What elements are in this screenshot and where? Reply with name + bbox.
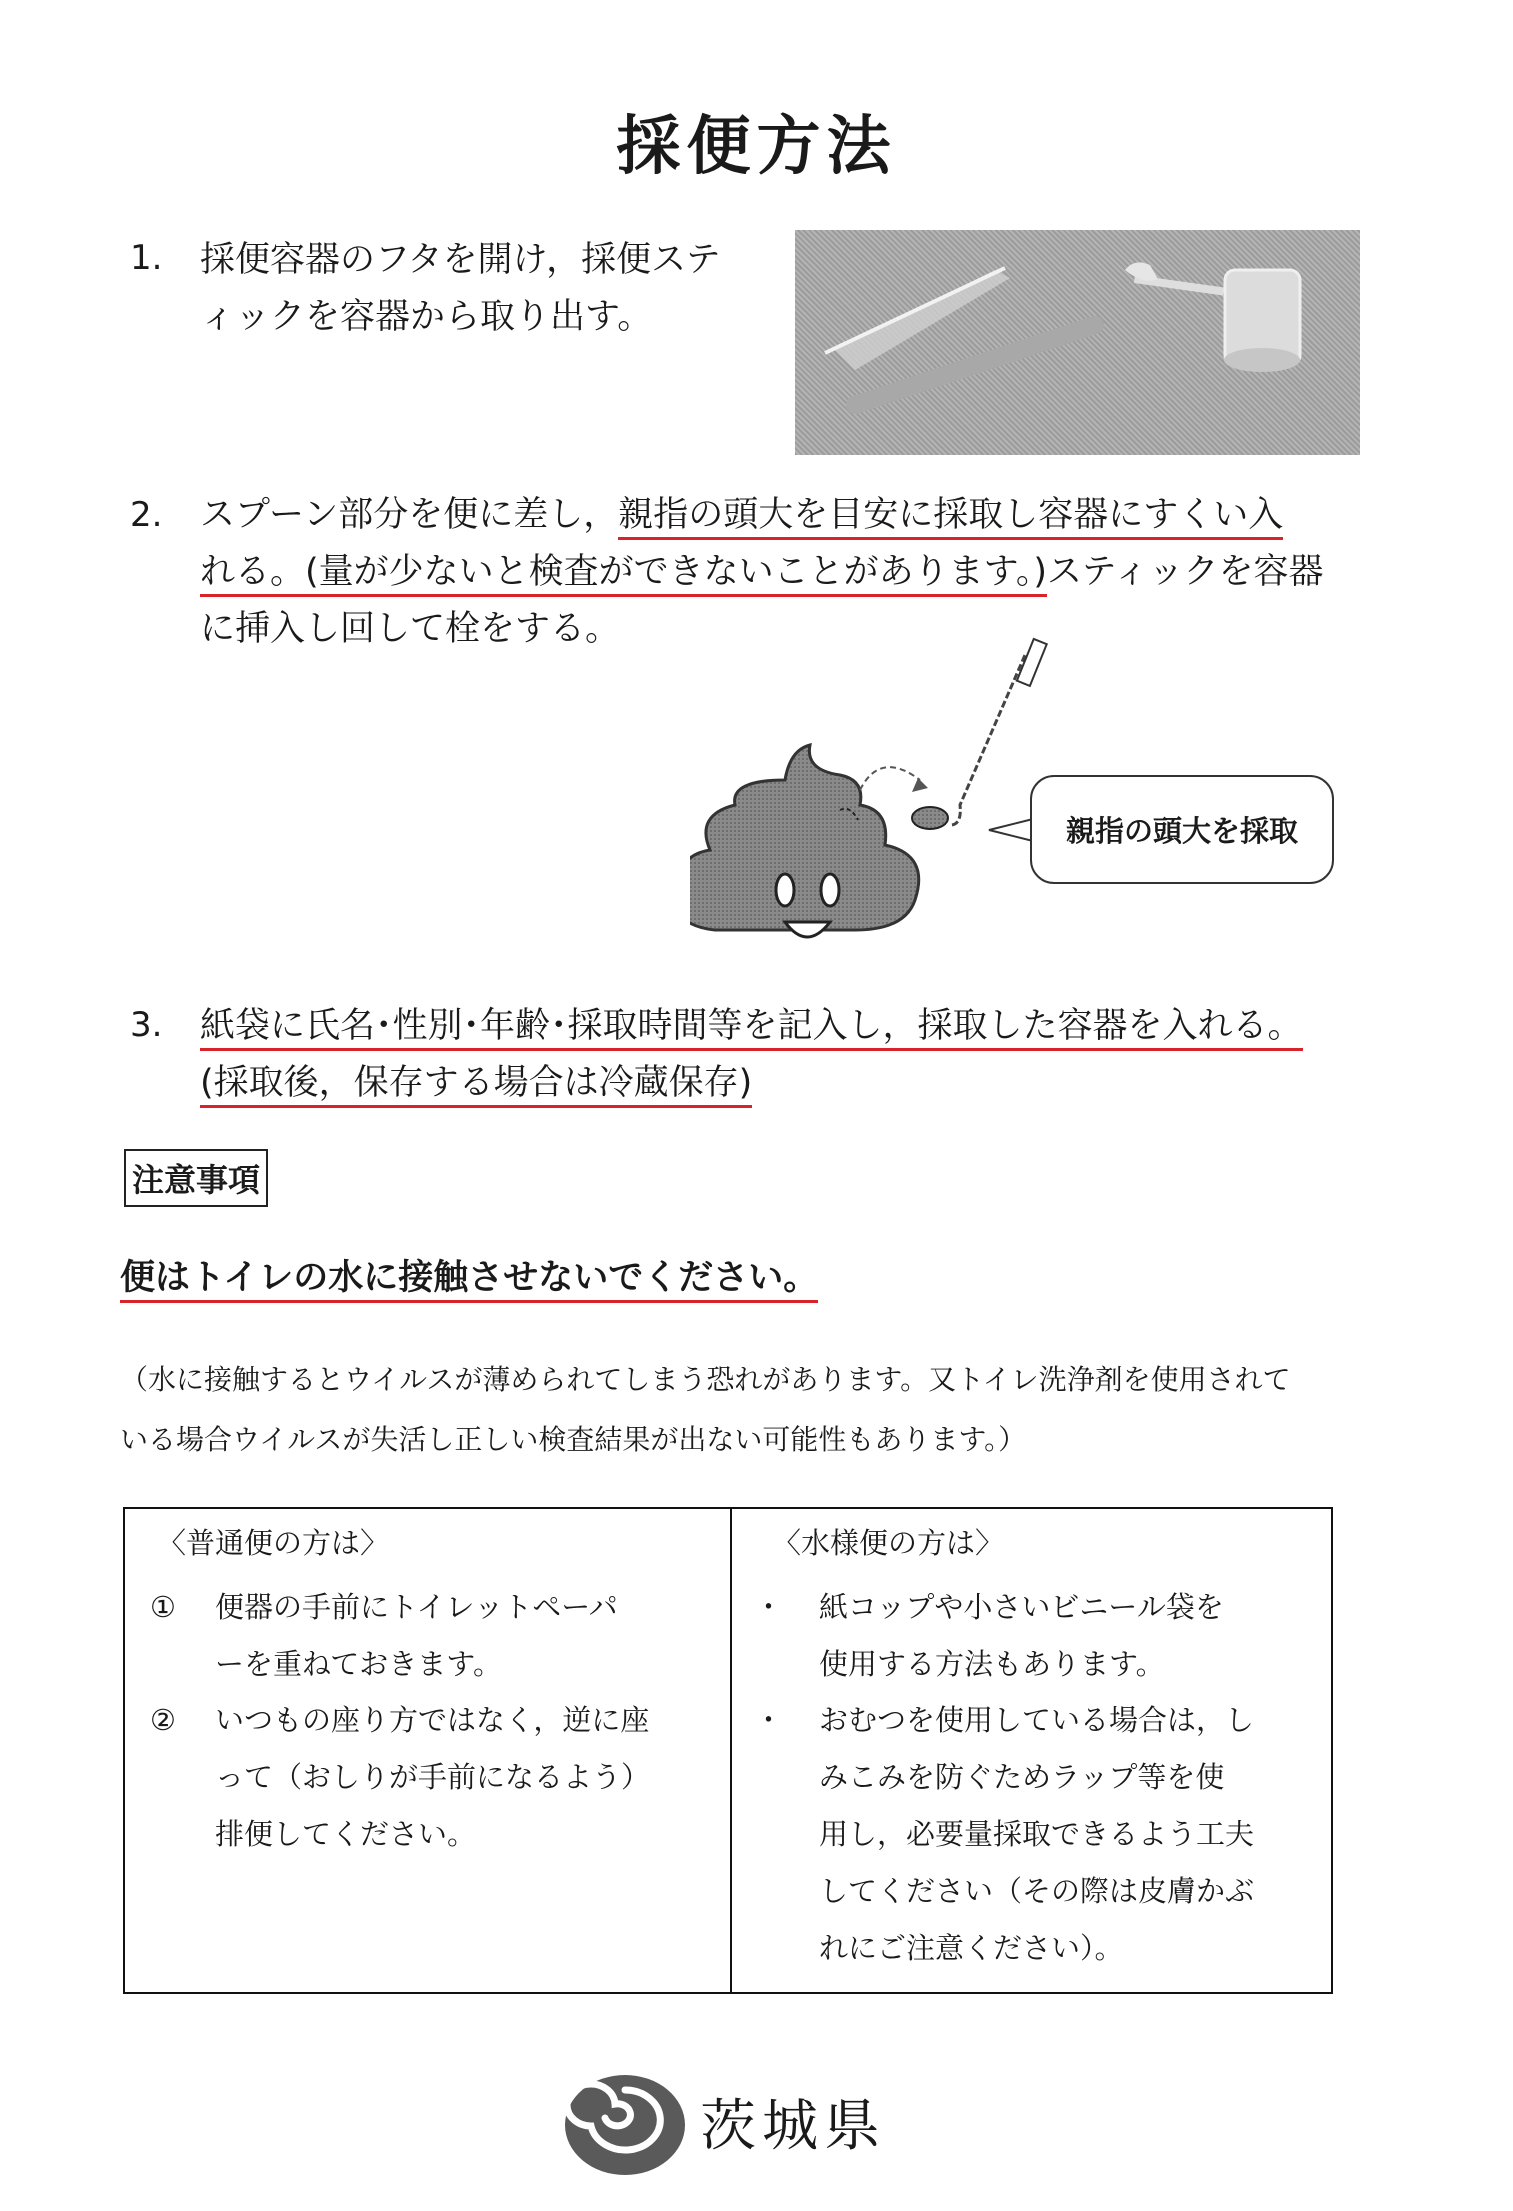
list-item-line: いつもの座り方ではなく，逆に座 xyxy=(215,1703,650,1737)
step-2-line-2-underlined: れる。(量が少ないと検査ができないことがあります。) xyxy=(200,552,1047,597)
list-item-line: おむつを使用している場合は，し xyxy=(819,1703,1255,1737)
step-3-number: 3. xyxy=(130,1005,163,1045)
sampling-stick xyxy=(952,655,1025,825)
collection-kit-photo xyxy=(795,230,1360,455)
step-3-line-1: 紙袋に氏名･性別･年齢･採取時間等を記入し，採取した容器を入れる。 xyxy=(200,1006,1303,1051)
stool-illustration xyxy=(690,630,1050,980)
step-3-line-2: (採取後，保存する場合は冷蔵保存) xyxy=(200,1063,752,1108)
step-2-number: 2. xyxy=(130,495,163,535)
step-2-line-1-plain: スプーン部分を便に差し， xyxy=(200,495,619,535)
step-2-line-3: に挿入し回して栓をする。 xyxy=(200,609,621,649)
list-item-line: れにご注意ください）。 xyxy=(819,1931,1124,1965)
notice-sub-line-1: （水に接触するとウイルスが薄められてしまう恐れがあります。又トイレ洗浄剤を使用されて xyxy=(120,1363,1291,1396)
organization-name: 茨城県 xyxy=(700,2094,886,2159)
step-2-line-2-plain: スティックを容器 xyxy=(1047,552,1324,592)
stick-tip xyxy=(1017,639,1047,686)
stool-character-icon xyxy=(690,745,919,937)
instruction-table xyxy=(123,1507,1333,1994)
step-1-line-1: 採便容器のフタを開け，採便ステ xyxy=(200,240,721,280)
list-item-line: 紙コップや小さいビニール袋を xyxy=(819,1590,1224,1624)
bubble-pointer xyxy=(985,815,1035,845)
step-1-number: 1. xyxy=(130,238,163,278)
step-3-text xyxy=(200,998,1303,1112)
notice-sub xyxy=(120,1350,1380,1470)
list-item-line: って（おしりが手前になるよう） xyxy=(215,1760,651,1794)
stool-sample xyxy=(912,807,948,829)
page-title: 採便方法 xyxy=(616,110,897,184)
speech-bubble: 親指の頭大を採取 xyxy=(1030,775,1334,884)
list-item-mark: ① xyxy=(150,1590,176,1624)
step-1-text xyxy=(200,232,720,346)
scoop-arrow xyxy=(860,767,920,790)
step-2-line-1-underlined: 親指の頭大を目安に採取し容器にすくい入 xyxy=(618,495,1283,540)
scoop-arrow-head xyxy=(912,778,928,792)
table-column-heading: 〈水様便の方は〉 xyxy=(772,1526,1005,1560)
notice-heading: 注意事項 xyxy=(124,1149,268,1207)
step-1-line-2: ィックを容器から取り出す。 xyxy=(200,297,653,337)
ibaraki-prefecture-logo-icon xyxy=(560,2070,690,2180)
collection-kit-drawing xyxy=(795,230,1360,455)
table-column-heading: 〈普通便の方は〉 xyxy=(157,1526,390,1560)
list-item-line: 便器の手前にトイレットペーパ xyxy=(215,1590,618,1624)
notice-main xyxy=(120,1250,818,1300)
list-item-line: 用し，必要量採取できるよう工夫 xyxy=(819,1817,1255,1851)
notice-main-text: 便はトイレの水に接触させないでください。 xyxy=(120,1258,818,1303)
list-item-mark: ・ xyxy=(754,1703,784,1737)
list-item-line: 排便してください。 xyxy=(215,1817,477,1851)
list-item-line: してください（その際は皮膚かぶ xyxy=(819,1874,1255,1908)
list-item-mark: ・ xyxy=(754,1590,784,1624)
list-item-mark: ② xyxy=(150,1703,176,1737)
list-item-line: みこみを防ぐためラップ等を使 xyxy=(819,1760,1225,1794)
list-item-line: 使用する方法もあります。 xyxy=(819,1647,1165,1681)
list-item-line: ーを重ねておきます。 xyxy=(215,1647,502,1681)
notice-sub-line-2: いる場合ウイルスが失活し正しい検査結果が出ない可能性もあります。） xyxy=(120,1423,1027,1456)
